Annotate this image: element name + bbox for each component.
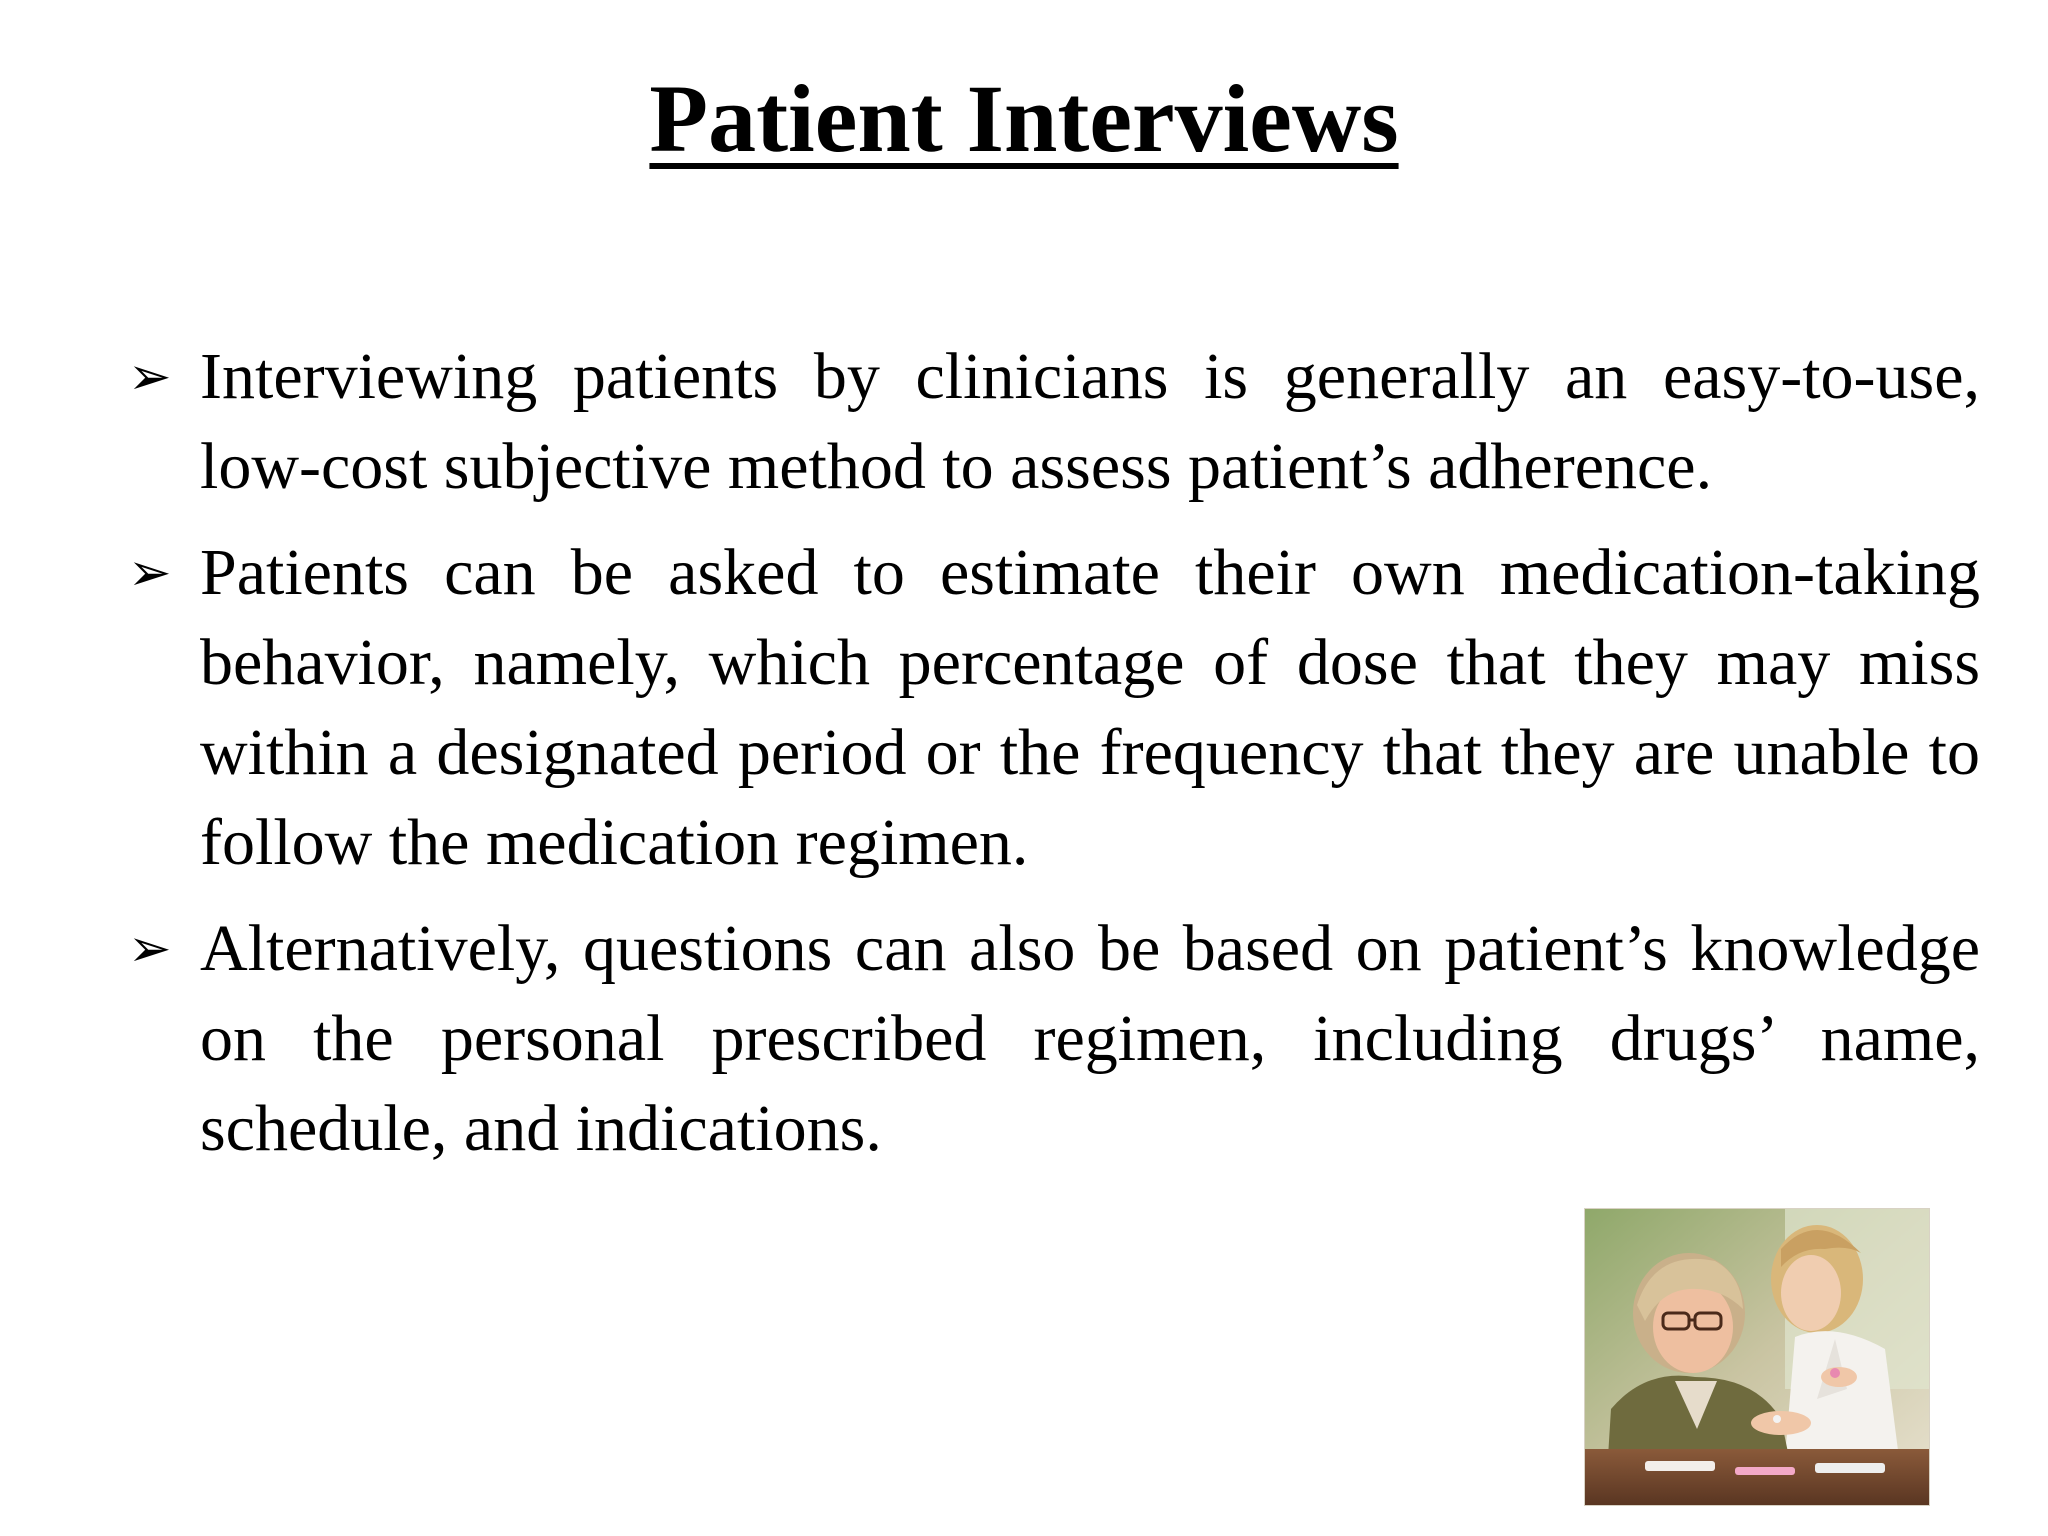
arrowhead-bullet-icon: ➢ bbox=[128, 919, 172, 979]
bullet-list bbox=[128, 332, 1980, 1190]
arrowhead-bullet-icon: ➢ bbox=[128, 543, 172, 603]
nurse-patient-photo bbox=[1584, 1208, 1930, 1506]
slide-title bbox=[0, 66, 2048, 172]
bullet-text: Interviewing patients by clinicians is generally an easy-to-use, low-cost subjective method to assess patient’s adherence. bbox=[200, 340, 1980, 503]
bullet-item bbox=[128, 904, 1980, 1174]
slide-title-text: Patient Interviews bbox=[649, 65, 1399, 172]
arrowhead-bullet-icon: ➢ bbox=[128, 347, 172, 407]
bullet-text: Patients can be asked to estimate their own medication-taking behavior, namely, which percentage of dose that they may miss within a designated period or the frequency that they are unable to follow the medication regimen. bbox=[200, 536, 1980, 879]
bullet-item bbox=[128, 332, 1980, 512]
bullet-item bbox=[128, 528, 1980, 888]
bullet-text: Alternatively, questions can also be based on patient’s knowledge on the personal prescribed regimen, including drugs’ name, schedule, and indications. bbox=[200, 912, 1980, 1165]
